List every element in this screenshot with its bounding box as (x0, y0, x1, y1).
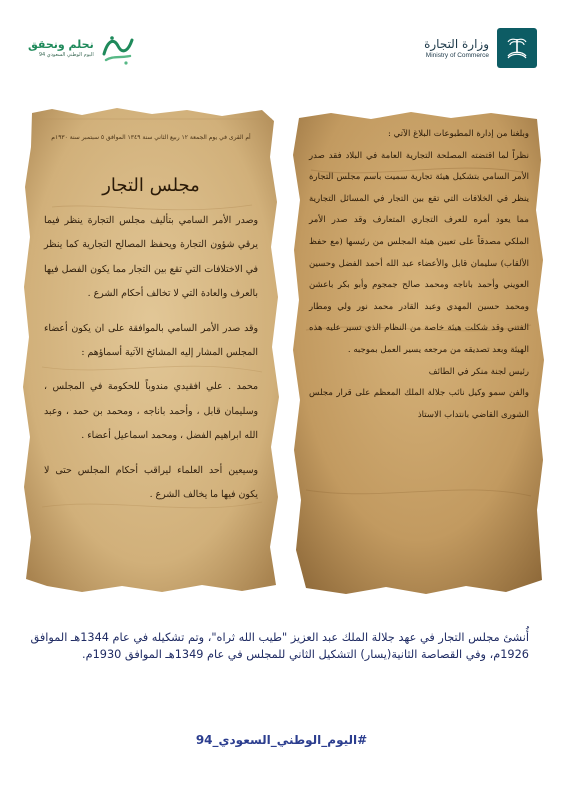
paragraph: والفن سمو وكيل نائب جلالة الملك المعظم على قرار مجلس الشورى القاضي بانتداب الاستاذ (309, 388, 529, 420)
article-body-left (44, 209, 258, 507)
national-day-slogan: نحلم ونحقق (28, 37, 94, 51)
hashtag[interactable]: #اليوم_الوطني_السعودي_94 (195, 733, 368, 747)
paragraph: وسيعين أحد العلماء ليراقب أحكام المجلس حتى لا يكون فيها ما يخالف الشرع . (44, 464, 258, 501)
national-day-subtitle: اليوم الوطني السعودي 94 (38, 51, 94, 58)
national-day-calligraphy-icon (100, 30, 136, 66)
ministry-logo[interactable] (424, 28, 537, 68)
paragraph: وصدر الأمر السامي بتأليف مجلس التجارة ينظر فيما يرقي شؤون التجارة ويحفظ المصالح التجارية كما ينظر في الاختلافات التي تقع بين التجار مما يكون الفصل فيها بالعرف والعادة التي لا تخالف أحكام الشرع . (44, 215, 258, 300)
header (0, 0, 563, 100)
ministry-name-en: Ministry of Commerce (425, 51, 489, 59)
newspaper-clipping-right (291, 110, 545, 596)
caption-text: أُنشئ مجلس التجار في عهد جلالة الملك عبد العزيز "طيب الله ثراه"، وتم تشكيله في عام 1344هـ الموافق 1926م، وفي القصاصة الثانية(يسار) التشكيل الثاني للمجلس في عام 1349هـ الموافق 1930م. (30, 631, 529, 661)
national-day-logo[interactable] (28, 30, 136, 66)
newspaper-dateline: أم القرى في يوم الجمعة ١٢ ربيع الثاني سنة ١٣٤٩ الموافق ٥ سبتمبر سنة ١٩٣٠م (51, 134, 251, 141)
article-body-right (309, 124, 529, 426)
paragraph: وبلغنا من إدارة المطبوعات البلاغ الآتي : (387, 129, 529, 139)
ministry-name (424, 37, 489, 60)
national-day-text (28, 38, 94, 59)
paragraph: محمد . علي افقيدي مندوباً للحكومة في المجلس ، وسليمان قابل ، وأحمد باناجه ، ومحمد بن حمد ، وعبد الله ابراهيم الفضل ، ومحمد اسماعيل أعضاء . (44, 381, 258, 442)
ministry-name-ar: وزارة التجارة (424, 36, 489, 51)
paragraph: وقد صدر الأمر السامي بالموافقة على ان يكون أعضاء المجلس المشار إليه المشائخ الآتية أسماؤهم : (44, 322, 258, 359)
article-title: مجلس التجار (102, 175, 200, 196)
palm-swords-emblem-icon (497, 28, 537, 68)
newspaper-clipping-left (22, 107, 280, 593)
paragraph: نظراً لما اقتضته المصلحة التجارية العامة في البلاد فقد صدر الأمر السامي بتشكيل هيئة تجارية سميت باسم مجلس التجارة ينظر في الخلافات التي تقع بين التجار في المسائل التجارية مما يعود أمره للعرف التجاري المتعارف وقد صدر الأمر الملكي مصدقاً على تعيين هيئة المجلس من رئيسها (مع حفظ الألقاب) سليمان قابل والأعضاء عبد الله أحمد الفضل وحسين العويني وأحمد باناجه ومحمد صالح جمجوم وأبو بكر باعشن ومحمد حسين المهدي وعبد القادر محمد نور ولي ومطار الفتني وقد شكلت هيئة خاصة من النظام الذي تسير عليه هذه الهيئة وبعد تصديقه من مرجعه يسير العمل بموجبه . (309, 150, 529, 355)
paragraph: رئيس لجنة منكر في الطائف (428, 366, 529, 377)
